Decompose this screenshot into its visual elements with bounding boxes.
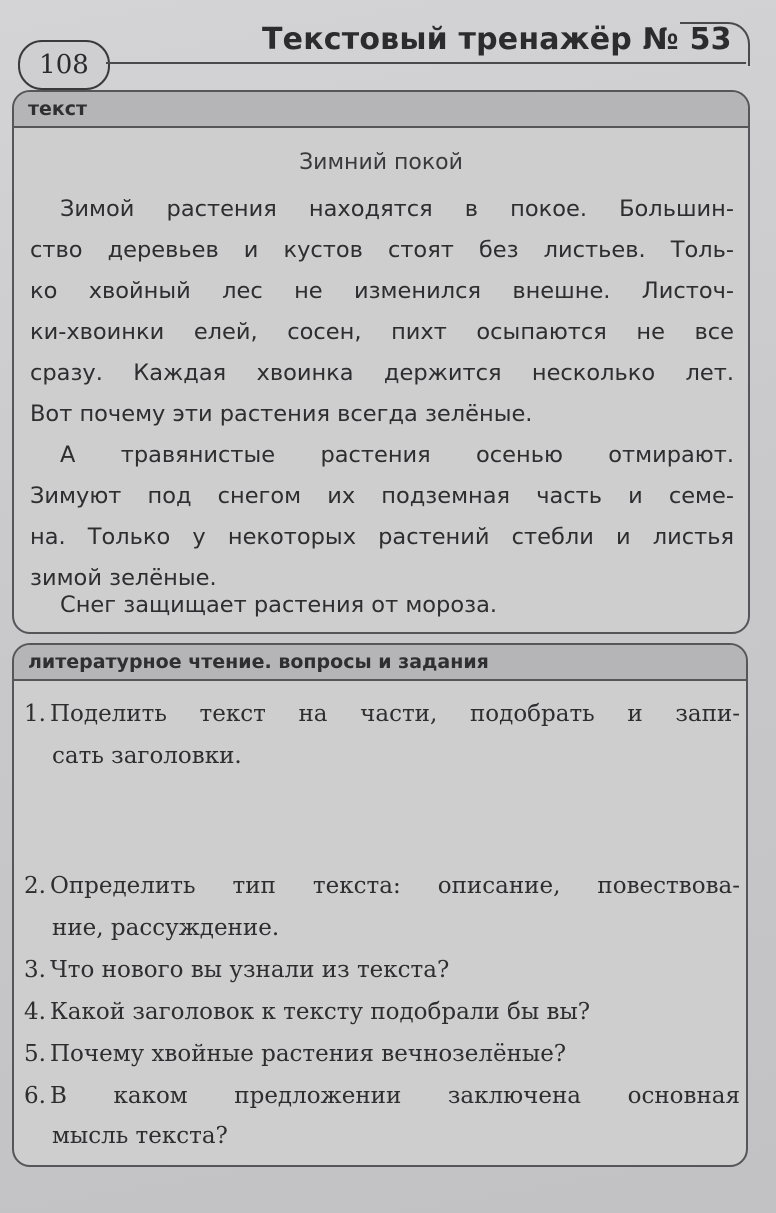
question-3 [24,957,740,983]
story-line: Зимой растения находятся в покое. Большин- [60,196,734,222]
questions-box-label: литературное чтение. вопросы и задания [14,645,746,681]
questions-box [12,643,748,1167]
story-line: на. Только у некоторых растений стебли и листья [30,524,734,550]
question-5 [24,1041,740,1067]
story-line: ство деревьев и кустов стоят без листьев. Толь- [30,237,734,263]
question-number: 6. [24,1083,46,1109]
question-number: 3. [24,957,46,983]
question-6 [24,1083,740,1109]
question-number: 4. [24,999,46,1025]
question-text: В каком предложении заключена основная [50,1083,740,1109]
question-6-continuation: мысль текста? [52,1123,228,1149]
story-line: Зимуют под снегом их подземная часть и семе- [30,483,734,509]
question-text: Поделить текст на части, подобрать и запи- [50,701,740,727]
question-2 [24,873,740,899]
question-1 [24,701,740,727]
question-1-continuation: сать заголовки. [52,743,242,769]
story-line: Вот почему эти растения всегда зелёные. [30,401,533,427]
story-line: ко хвойный лес не изменился внешне. Листоч- [30,278,734,304]
question-number: 1. [24,701,46,727]
question-4 [24,999,740,1025]
question-text: Что нового вы узнали из текста? [50,957,450,983]
story-line: Снег защищает растения от мороза. [60,592,498,618]
story-title: Зимний покой [299,150,463,175]
page-number: 108 [18,40,110,90]
question-2-continuation: ние, рассуждение. [52,915,280,941]
question-text: Какой заголовок к тексту подобрали бы вы? [50,999,591,1025]
text-box-label: текст [14,92,748,128]
story-line: А травянистые растения осенью отмирают. [60,442,734,468]
story-line: сразу. Каждая хвоинка держится несколько лет. [30,360,734,386]
question-text: Определить тип текста: описание, повествова- [50,873,740,899]
question-number: 2. [24,873,46,899]
question-text: Почему хвойные растения вечнозелёные? [50,1041,567,1067]
story-line: зимой зелёные. [30,565,217,591]
question-number: 5. [24,1041,46,1067]
text-box [12,90,750,634]
header-rule [106,62,746,64]
story-line: ки-хвоинки елей, сосен, пихт осыпаются не все [30,319,734,345]
page-title: Текстовый тренажёр № 53 [262,22,732,57]
